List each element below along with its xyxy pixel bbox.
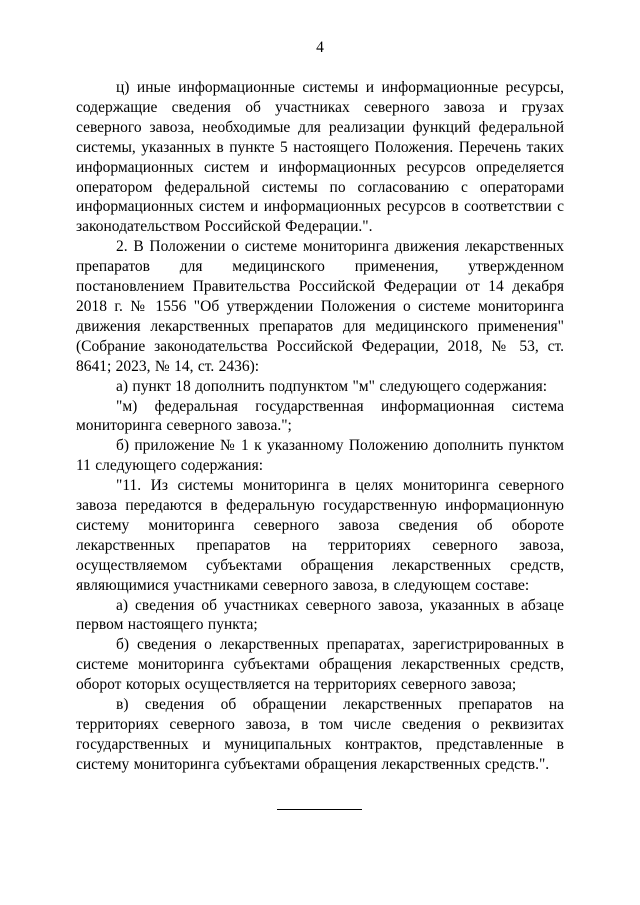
paragraph-amendment-2: 2. В Положении о системе мониторинга движения лекарственных препаратов для медицинского применения, утвержденном постановлением Правительства Российской Федерации от 14 декабря 2018 г. № 1556 "Об утверждении Положения о системе мониторинга движения лекарственных препаратов для медицинского применения" (Собрание законодательства Российской Федерации, 2018, № 53, ст. 8641; 2023, № 14, ст. 2436):: [76, 238, 564, 375]
paragraph-point-11: "11. Из системы мониторинга в целях мониторинга северного завоза передаются в федеральную государственную информационную систему мониторинга северного завоза сведения об обороте лекарственных препаратов на территориях северного завоза, осуществляемом субъектами обращения лекарственных средств, являющимися участниками северного завоза, в следующем составе:: [76, 477, 564, 594]
paragraph-subitem-m: "м) федеральная государственная информационная система мониторинга северного завоза.";: [76, 397, 564, 435]
paragraph-point-11-b: б) сведения о лекарственных препаратах, зарегистрированных в системе мониторинга субъектами обращения лекарственных средств, оборот которых осуществляется на территориях северного завоза;: [76, 636, 564, 694]
page-number: 4: [316, 39, 324, 56]
document-body: [76, 78, 564, 775]
paragraph-subitem-a: а) пункт 18 дополнить подпунктом "м" следующего содержания:: [116, 377, 548, 395]
paragraph-item-ts: ц) иные информационные системы и информационные ресурсы, содержащие сведения об участниках северного завоза и грузах северного завоза, необходимые для реализации функций федеральной системы, указанных в пункте 5 настоящего Положения. Перечень таких информационных систем и информационных ресурсов определяется оператором федеральной системы по согласованию с операторами информационных систем и информационных ресурсов в соответствии с законодательством Российской Федерации.".: [76, 79, 564, 236]
paragraph-subitem-b: б) приложение № 1 к указанному Положению дополнить пунктом 11 следующего содержания:: [76, 437, 564, 475]
paragraph-point-11-a: а) сведения об участниках северного завоза, указанных в абзаце первом настоящего пункта;: [76, 596, 564, 634]
footer-divider-line: [277, 809, 362, 810]
paragraph-point-11-v: в) сведения об обращении лекарственных препаратов на территориях северного завоза, в том числе сведения о реквизитах государственных и муниципальных контрактов, представленные в систему мониторинга субъектами обращения лекарственных средств.".: [76, 696, 564, 773]
